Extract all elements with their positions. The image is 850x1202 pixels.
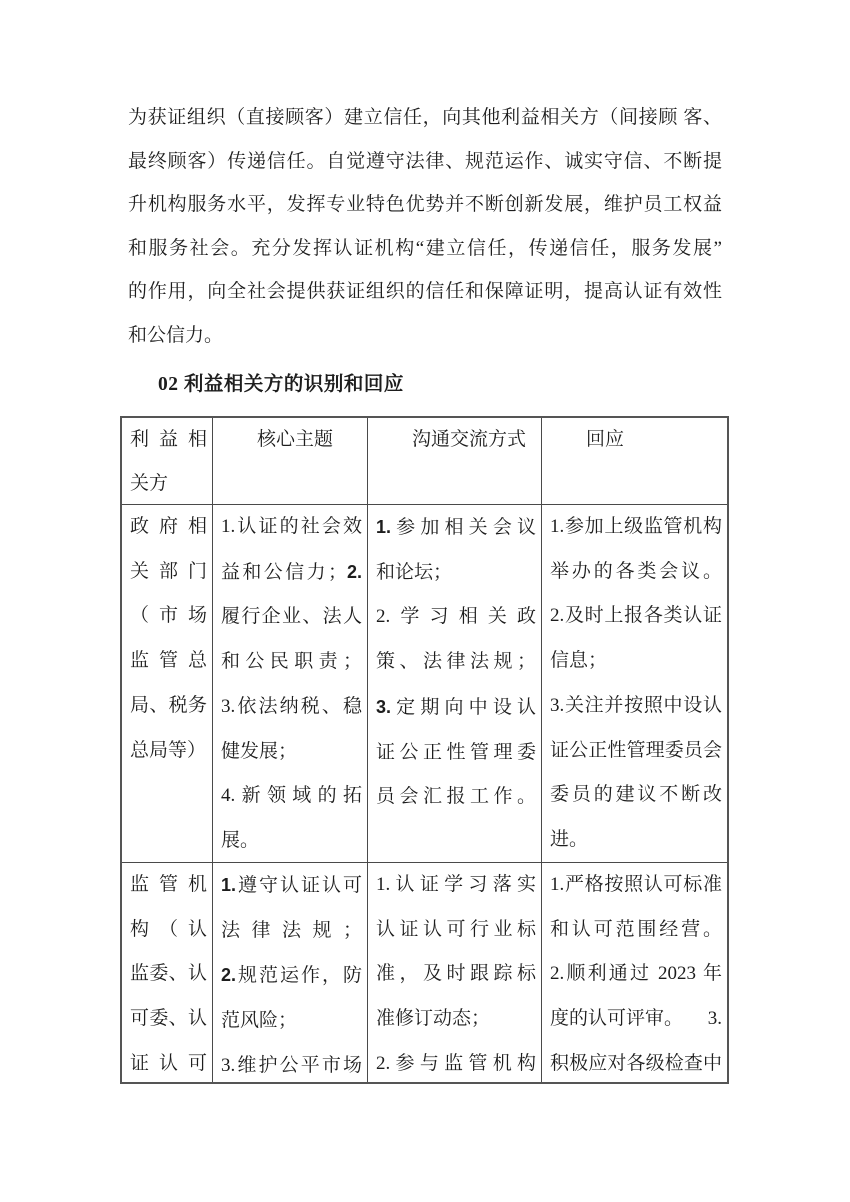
cell-text: 3.关注并按照中设认 [550, 694, 722, 716]
paragraph-line: 和服务社会。充分发挥认证机构“建立信任，传递信任，服务发展” [128, 237, 722, 259]
cell-line [550, 550, 722, 595]
cell-text: 监管总 [130, 650, 207, 672]
cell-line [221, 685, 362, 730]
cell-line [376, 640, 536, 685]
cell-text: 总局等） [130, 739, 207, 761]
cell-text: 监委、认 [130, 963, 207, 985]
paragraph-line: 和公信力。 [128, 324, 224, 346]
cell-text: 回应 [586, 429, 625, 450]
cell-line [130, 462, 207, 505]
cell-line [376, 863, 536, 908]
cell-line [221, 640, 362, 685]
cell-text: 可委、认 [130, 1008, 207, 1030]
cell-line [376, 505, 536, 551]
cell-text: 和论坛； [376, 561, 453, 583]
cell-text: 沟通交流方式 [412, 429, 527, 450]
cell-line [221, 550, 362, 596]
cell-line [221, 909, 362, 954]
cell-text: 范风险； [221, 1010, 298, 1032]
cell-text: 1.认证学习落实 [376, 874, 536, 895]
cell-text: 和认可范围经营。 [550, 918, 722, 940]
cell-line [376, 908, 536, 953]
stakeholder-table [120, 416, 729, 1084]
cell-line [376, 775, 536, 820]
cell-text: 认证认可行业标 [376, 918, 536, 940]
paragraph-line: 最终顾客）传递信任。自觉遵守法律、规范运作、诚实守信、不断提 [128, 150, 722, 172]
cell-text: 监管机 [130, 874, 207, 895]
table-cell [213, 863, 368, 1082]
cell-line [221, 863, 362, 909]
cell-text: 3.依法纳税、稳 [221, 695, 362, 717]
cell-line [130, 908, 207, 953]
cell-line [130, 505, 207, 550]
list-number: 2. [346, 561, 362, 582]
cell-line [550, 505, 722, 550]
table-cell [542, 505, 727, 863]
cell-line [376, 418, 536, 462]
cell-text: 积极应对各级检查中 [550, 1052, 722, 1074]
cell-text: 1.参加上级监管机构 [550, 516, 722, 537]
cell-text: 证公正性管理委 [376, 741, 536, 763]
paragraph-line: 升机构服务水平，发挥专业特色优势并不断创新发展，维护员工权益 [128, 194, 722, 215]
cell-line [130, 594, 207, 639]
cell-text: 3. [707, 1008, 722, 1030]
cell-line [550, 684, 722, 729]
cell-text: 证公正性管理委员会 [550, 739, 722, 761]
table-cell [122, 863, 213, 1082]
cell-text: 准，及时跟踪标 [376, 963, 536, 985]
cell-text: 法律法规； [221, 919, 362, 941]
table-cell [368, 505, 542, 863]
cell-line [221, 730, 362, 775]
cell-line [221, 595, 362, 640]
list-number: 2. [221, 965, 237, 986]
cell-text: 构（认 [130, 918, 207, 940]
table-header-cell [368, 418, 542, 505]
cell-line [550, 773, 722, 818]
cell-text: 1.严格按照认可标准 [550, 874, 722, 895]
cell-text: 和公民职责； [221, 651, 362, 673]
cell-line [130, 684, 207, 729]
cell-line [221, 999, 362, 1044]
cell-text: 1.认证的社会效 [221, 516, 362, 537]
cell-line [221, 1044, 362, 1082]
cell-line [550, 1042, 722, 1082]
list-number: 1. [376, 517, 392, 537]
cell-line [221, 505, 362, 550]
cell-line [221, 418, 362, 462]
table-cell [122, 505, 213, 863]
section-heading: 02 利益相关方的识别和回应 [158, 374, 404, 395]
cell-text: 核心主题 [257, 429, 334, 450]
list-number: 1. [221, 875, 237, 895]
cell-line [130, 863, 207, 908]
cell-text: 委员的建议不断改 [550, 784, 722, 806]
cell-line [550, 594, 722, 639]
cell-text: 准修订动态； [376, 1008, 491, 1030]
paragraph-line: 的作用，向全社会提供获证组织的信任和保障证明，提高认证有效性 [128, 281, 722, 302]
cell-line [550, 908, 722, 953]
cell-text: 证认可 [130, 1052, 207, 1074]
cell-line [550, 863, 722, 908]
cell-text: 关部门 [130, 560, 207, 582]
cell-text: 策、法律法规； [376, 651, 536, 673]
cell-line [221, 819, 362, 863]
cell-line [130, 639, 207, 684]
cell-line [130, 418, 207, 462]
cell-text: 关方 [130, 473, 169, 494]
cell-text: 利益相 [130, 429, 207, 450]
cell-text: 2.及时上报各类认证 [550, 605, 722, 627]
cell-line [550, 418, 722, 462]
cell-text: 3.维护公平市场 [221, 1054, 362, 1076]
cell-line [376, 731, 536, 776]
cell-line [550, 952, 722, 997]
cell-line [130, 1042, 207, 1082]
cell-line [130, 550, 207, 595]
cell-text: 遵守认证认可 [236, 875, 362, 896]
cell-text: 2.学习相关政 [376, 606, 536, 628]
cell-text: 政府相 [130, 516, 207, 537]
cell-text: 展。 [221, 829, 260, 851]
cell-text: 员会汇报工作。 [376, 786, 536, 808]
list-number: 3. [376, 696, 392, 717]
cell-text: 2.顺利通过 2023 年 [550, 963, 722, 985]
cell-line [550, 639, 722, 684]
cell-text: 健发展； [221, 740, 298, 762]
cell-line [221, 953, 362, 999]
cell-text: 履行企业、法人 [221, 606, 362, 628]
cell-text: 进。 [550, 828, 589, 850]
cell-text: 参加相关会议 [391, 517, 536, 538]
cell-text: 局、税务 [130, 694, 207, 716]
cell-line [376, 595, 536, 640]
cell-line [130, 729, 207, 774]
cell-line [130, 997, 207, 1042]
cell-line [550, 729, 722, 774]
cell-line [376, 551, 536, 596]
cell-text: 规范运作，防 [236, 965, 362, 987]
cell-line [550, 818, 722, 863]
cell-line [550, 997, 722, 1042]
cell-text: 定期向中设认 [391, 696, 536, 718]
cell-line [376, 1042, 536, 1082]
cell-line [376, 952, 536, 997]
cell-line [130, 952, 207, 997]
table-cell [368, 863, 542, 1082]
cell-text: 4.新领域的拓 [221, 785, 362, 807]
cell-text: （市场 [130, 605, 207, 627]
cell-line [221, 774, 362, 819]
cell-text: 益和公信力； [221, 561, 347, 583]
paragraph-line: 为获证组织（直接顾客）建立信任，向其他利益相关方（间接顾 客、 [128, 107, 722, 128]
table-header-cell [122, 418, 213, 505]
body-paragraph [128, 96, 722, 357]
table-cell [542, 863, 727, 1082]
table-header-cell [542, 418, 727, 505]
cell-text: 2.参与监管机构 [376, 1052, 536, 1074]
table-header-cell [213, 418, 368, 505]
cell-line [376, 997, 536, 1042]
table-cell [213, 505, 368, 863]
cell-text: 度的认可评审。 [550, 1008, 684, 1030]
cell-line [376, 685, 536, 731]
cell-text: 信息； [550, 650, 608, 672]
cell-text: 举办的各类会议。 [550, 560, 722, 582]
